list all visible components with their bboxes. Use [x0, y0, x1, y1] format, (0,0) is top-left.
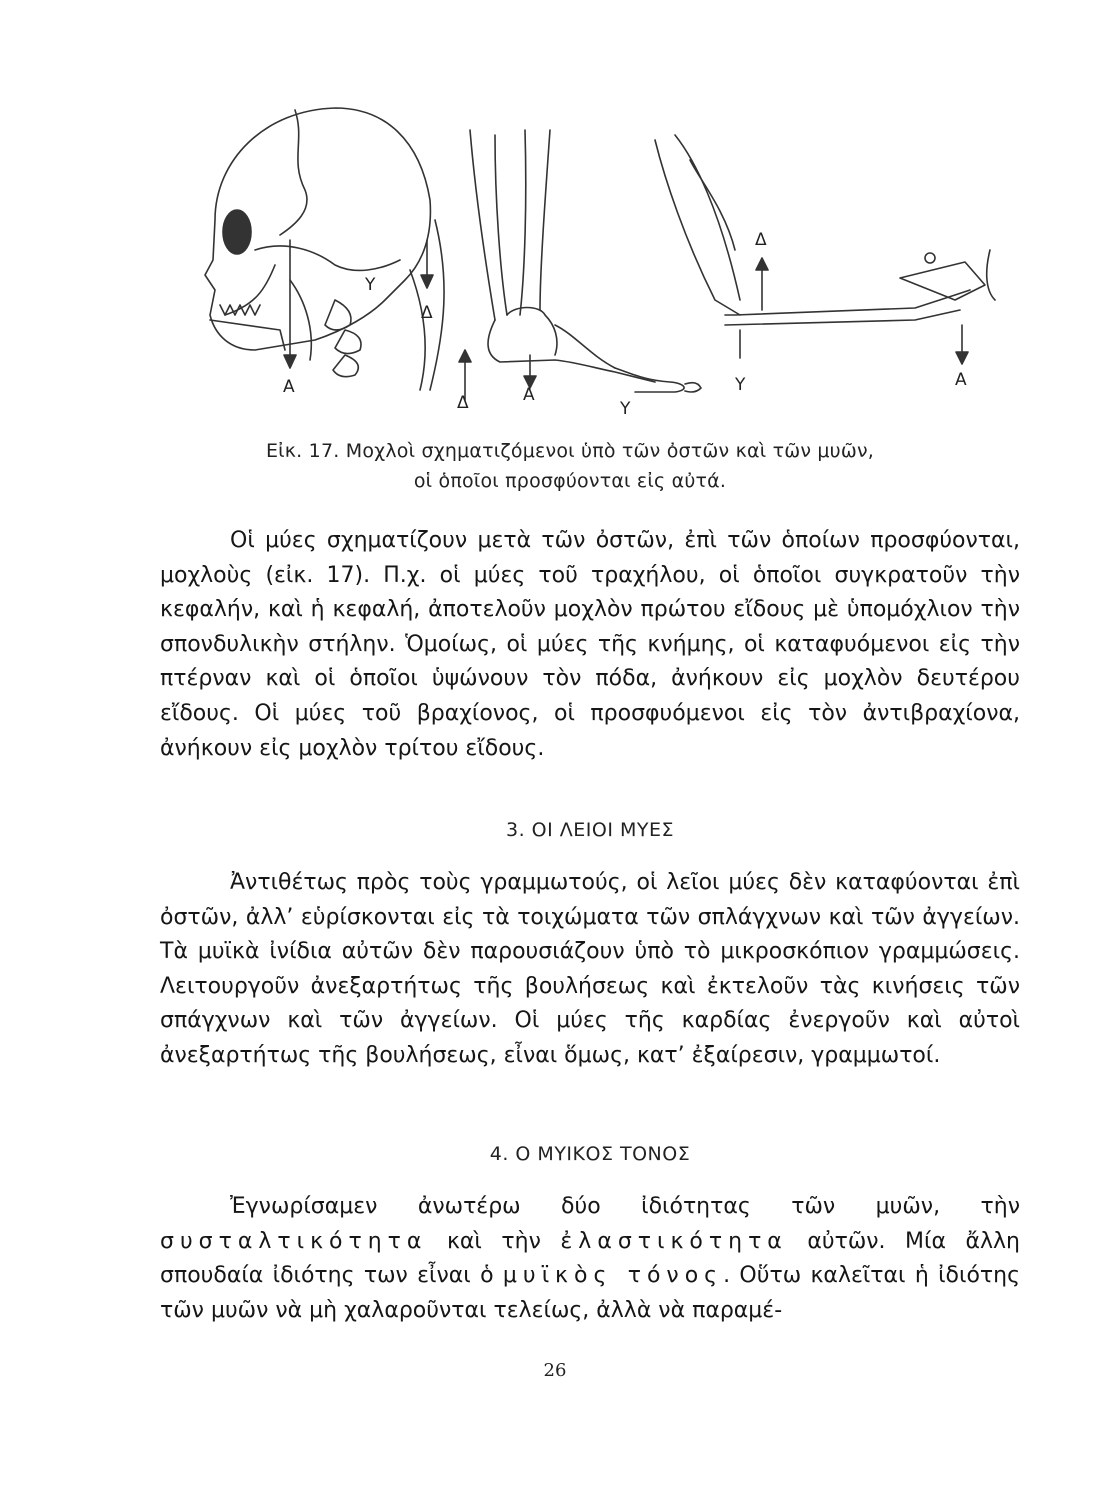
arm-label-D: Δ [755, 230, 767, 250]
caption-line-2: οἱ ὁποῖοι προσφύονται εἰς αὐτά. [413, 470, 727, 492]
p3-text-1: Ἐγνωρίσαμεν ἀνωτέρω δύο ἰδιότητας τῶν μυῶν, τὴν [230, 1194, 1020, 1219]
arm-drawing [655, 135, 995, 325]
paragraph-2-text: Ἀντιθέτως πρὸς τοὺς γραμμωτούς, οἱ λεῖοι μύες δὲν καταφύονται ἐπὶ ὀστῶν, ἀλλ’ εὑρίσκονται εἰς τὰ τοιχώματα τῶν σπλάγχνων καὶ τῶν ἀγγείων. Τὰ μυϊκὰ ἰνίδια αὐτῶν δὲν παρουσιάζουν ὑπὸ τὸ μικροσκόπιον γραμμώσεις. Λειτουργοῦν ἀνεξαρτήτως τῆς βουλήσεως καὶ ἐκτελοῦν τὰς κινήσεις τῶν σπάγχνων καὶ τῶν ἀγγείων. Οἱ μύες τῆς καρδίας ἐνεργοῦν καὶ αὐτοὶ ἀνεξαρτήτως τῆς βουλήσεως, εἶναι ὅμως, κατ’ ἐξαίρεσιν, γραμμωτοί. [160, 870, 1020, 1068]
leg-foot-drawing [470, 130, 701, 392]
foot-label-Y: Y [620, 399, 631, 419]
lever-illustration [195, 100, 1015, 430]
spaced-term-muscle-tone: μυϊκὸς τόνος [502, 1263, 724, 1289]
paragraph-1-text: Οἱ μύες σχηματίζουν μετὰ τῶν ὀστῶν, ἐπὶ τῶν ὁποίων προσφύονται, μοχλοὺς (εἰκ. 17). Π.χ. οἱ μύες τοῦ τραχήλου, οἱ ὁποῖοι συγκρατοῦν τὴν κεφαλήν, καὶ ἡ κεφαλή, ἀποτελοῦν μοχλὸν πρώτου εἴδους μὲ ὑπομόχλιον τὴν σπονδυλικὴν στήλην. Ὁμοίως, οἱ μύες τῆς κνήμης, οἱ καταφυόμενοι εἰς τὴν πτέρναν καὶ οἱ ὁποῖοι ὑψώνουν τὸν πόδα, ἀνήκουν εἰς μοχλὸν δευτέρου εἴδους. Οἱ μύες τοῦ βραχίονος, οἱ προσφυόμενοι εἰς τὸν ἀντιβραχίονα, ἀνήκουν εἰς μοχλὸν τρίτου εἴδους. [160, 528, 1020, 761]
paragraph-smooth-muscles [160, 866, 1020, 1074]
skull-label-A: A [283, 377, 295, 397]
spaced-term-contractility: συσταλτικότητα [160, 1228, 428, 1254]
p3-text-2: καὶ τὴν [427, 1228, 561, 1254]
arm-label-A: A [955, 370, 967, 390]
p3-text-3: αὐτῶν. Μία ἄλλη σπουδαία ἰδιότης των εἶναι ὁ [160, 1228, 1020, 1289]
lever-figure [195, 100, 1015, 430]
p3-text-4: . Οὕτω καλεῖται ἡ ἰδιότης τῶν μυῶν νὰ μὴ χαλαροῦνται τελείως, ἀλλὰ νὰ παραμέ- [160, 1263, 1021, 1323]
figure-caption [180, 436, 960, 496]
paragraph-levers [160, 524, 1020, 766]
paragraph-3-text [160, 1190, 1020, 1328]
paragraph-muscle-tone [160, 1190, 1020, 1328]
page-number: 26 [543, 1360, 567, 1381]
section-heading-3: 3. ΟΙ ΛΕΙΟΙ ΜΥΕΣ [506, 819, 674, 841]
section-heading-4: 4. Ο ΜΥΙΚΟΣ ΤΟΝΟΣ [489, 1143, 691, 1165]
foot-label-D: Δ [457, 393, 469, 413]
foot-label-A: A [523, 385, 535, 405]
spaced-term-elasticity: ἐλαστικότητα [560, 1228, 788, 1254]
caption-line-1: Εἰκ. 17. Μοχλοὶ σχηματιζόμενοι ὑπὸ τῶν ὀστῶν καὶ τῶν μυῶν, [265, 440, 875, 462]
skull-label-D: Δ [421, 303, 433, 323]
skull-label-Y: Y [365, 275, 376, 295]
arm-label-Y: Y [735, 375, 746, 395]
